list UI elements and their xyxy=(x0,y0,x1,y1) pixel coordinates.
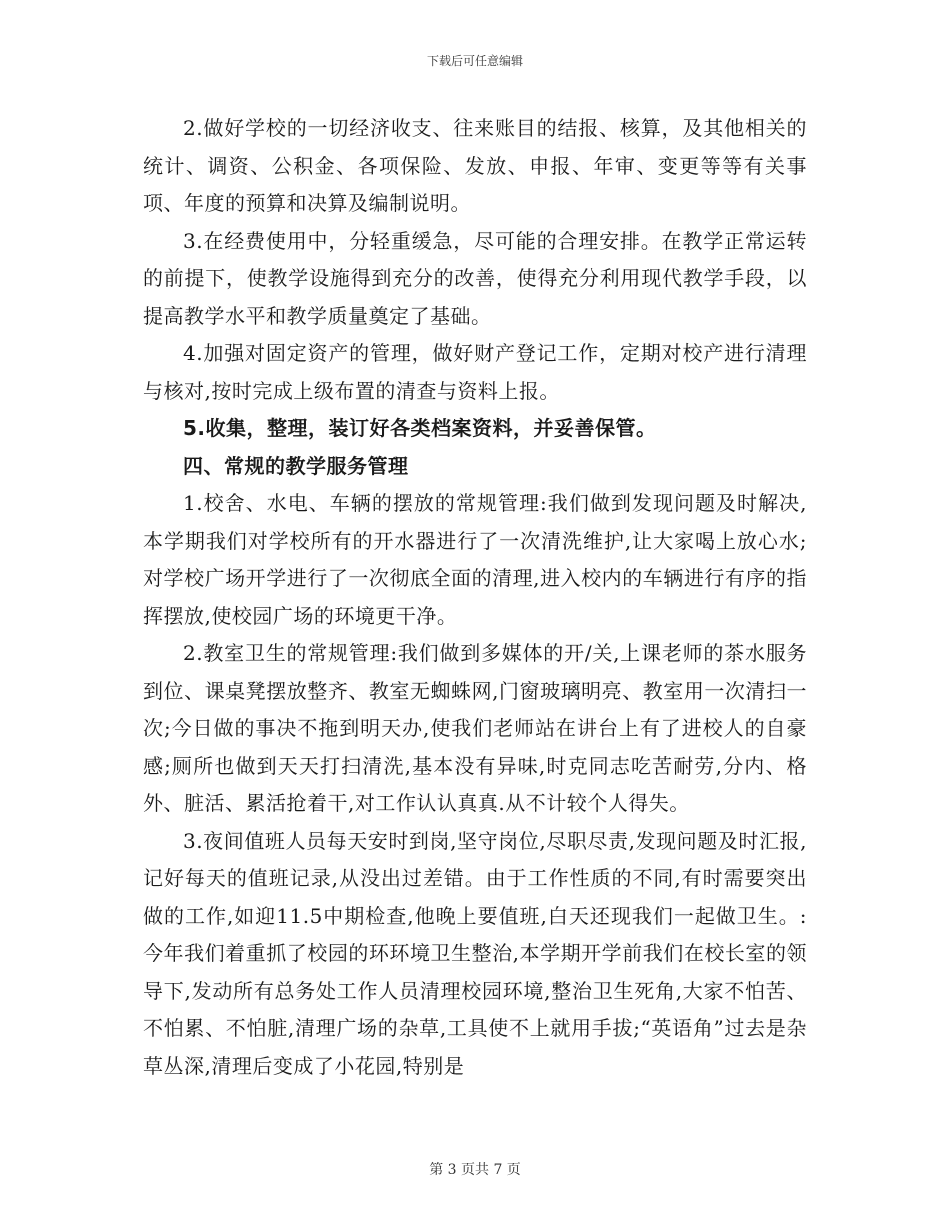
paragraph-4-bold: 5.收集，整理，装订好各类档案资料，并妥善保管。 xyxy=(183,416,657,440)
document-body xyxy=(143,110,807,1085)
paragraph-6: 2.教室卫生的常规管理:我们做到多媒体的开/关,上课老师的茶水服务到位、课桌凳摆放整齐、教室无蜘蛛网,门窗玻璃明亮、教室用一次清扫一次;今日做的事决不拖到明天办,使我们老师站在讲台上有了进校人的自豪感;厕所也做到天天打扫清洗,基本没有异味,时克同志吃苦耐劳,分内、格外、脏活、累活抢着干,对工作认认真真.从不计较个人得失。 xyxy=(143,641,807,815)
paragraph-5: 1.校舍、水电、车辆的摆放的常规管理:我们做到发现问题及时解决,本学期我们对学校所有的开水器进行了一次清洗维护,让大家喝上放心水;对学校广场开学进行了一次彻底全面的清理,进入校内的车辆进行有序的指挥摆放,使校园广场的环境更干净。 xyxy=(143,491,807,628)
page-header-note: 下载后可任意编辑 xyxy=(426,54,523,68)
section-heading: 四、常规的教学服务管理 xyxy=(183,453,409,478)
paragraph-2: 3.在经费使用中，分轻重缓急，尽可能的合理安排。在教学正常运转的前提下，使教学设施得到充分的改善，使得充分利用现代教学手段，以提高教学水平和教学质量奠定了基础。 xyxy=(143,228,807,328)
page-footer-number: 第 3 页共 7 页 xyxy=(429,1162,521,1178)
paragraph-3: 4.加强对固定资产的管理，做好财产登记工作，定期对校产进行清理与核对,按时完成上级布置的清查与资料上报。 xyxy=(143,341,807,403)
paragraph-7: 3.夜间值班人员每天安时到岗,坚守岗位,尽职尽责,发现问题及时汇报,记好每天的值班记录,从没出过差错。由于工作性质的不同,有时需要突出做的工作,如迎11.5中期检查,他晚上要值班,白天还现我们一起做卫生。:今年我们着重抓了校园的环环境卫生整治,本学期开学前我们在校长室的领导下,发动所有总务处工作人员清理校园环境,整治卫生死角,大家不怕苦、不怕累、不怕脏,清理广场的杂草,工具使不上就用手拔;“英语角”过去是杂草丛深,清理后变成了小花园,特别是 xyxy=(143,828,807,1078)
paragraph-1: 2.做好学校的一切经济收支、往来账目的结报、核算，及其他相关的统计、调资、公积金、各项保险、发放、申报、年审、变更等等有关事项、年度的预算和决算及编制说明。 xyxy=(143,116,807,215)
